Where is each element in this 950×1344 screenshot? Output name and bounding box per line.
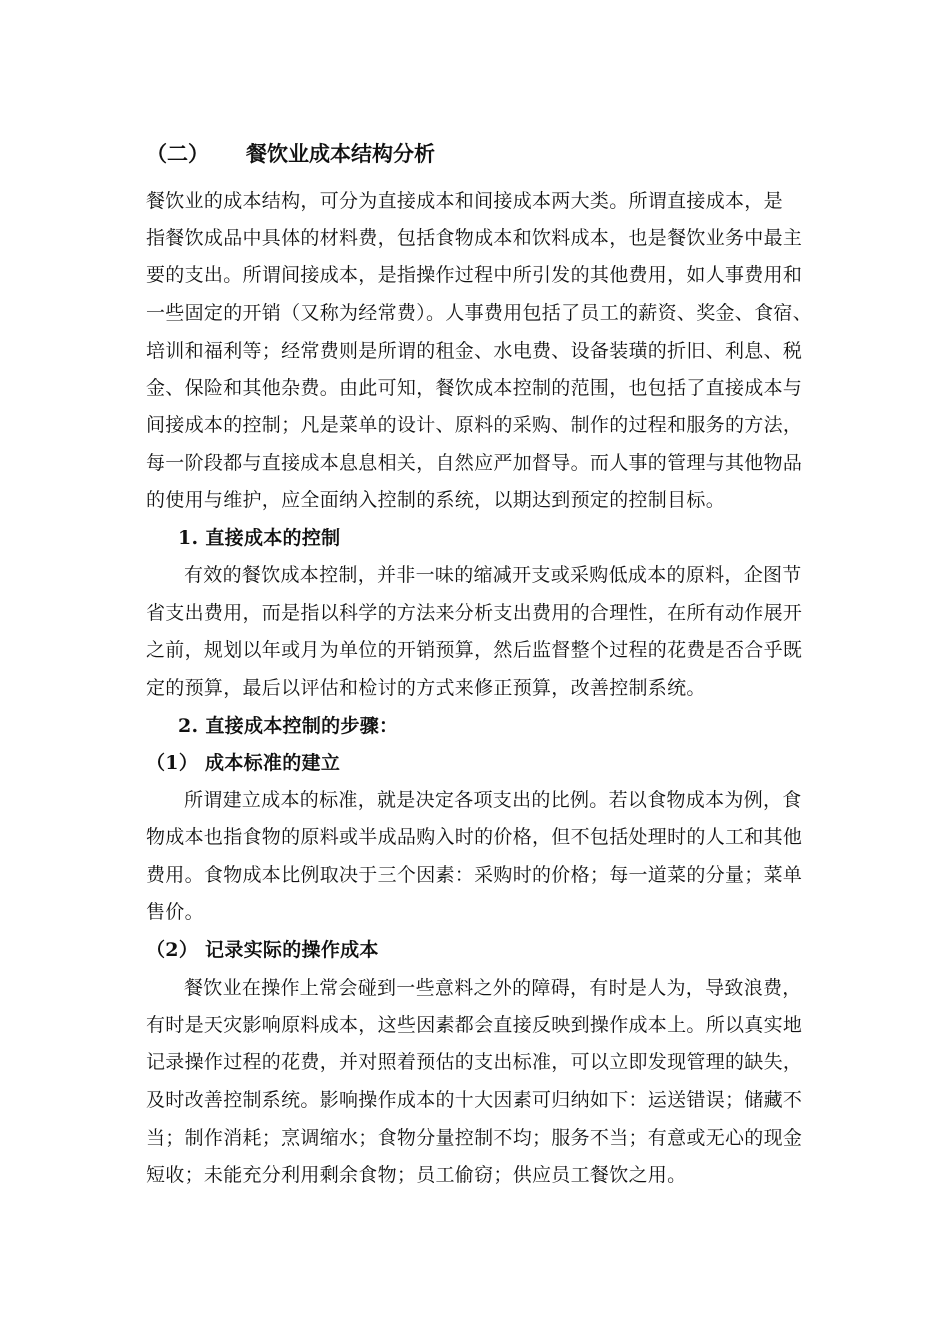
intro-line: 间接成本的控制；凡是菜单的设计、原料的采购、制作的过程和服务的方法，	[146, 414, 803, 436]
paragraph-line: 短收；未能充分利用剩余食物；员工偷窃；供应员工餐饮之用。	[146, 1164, 687, 1186]
paragraph-line: 物成本也指食物的原料或半成品购入时的价格，但不包括处理时的人工和其他	[146, 826, 803, 848]
intro-line: 餐饮业的成本结构，可分为直接成本和间接成本两大类。所谓直接成本，是	[146, 190, 783, 212]
intro-line: 的使用与维护，应全面纳入控制的系统，以期达到预定的控制目标。	[146, 489, 726, 511]
subheading-cost-standard: （1） 成本标准的建立	[146, 752, 341, 774]
paragraph-line: 之前，规划以年或月为单位的开销预算，然后监督整个过程的花费是否合乎既	[146, 639, 803, 661]
paragraph-line: 有时是天灾影响原料成本，这些因素都会直接反映到操作成本上。所以真实地	[146, 1014, 803, 1036]
paragraph-line: 当；制作消耗；烹调缩水；食物分量控制不均；服务不当；有意或无心的现金	[146, 1127, 803, 1149]
paragraph-line: 有效的餐饮成本控制，并非一味的缩减开支或采购低成本的原料，企图节	[184, 564, 802, 586]
paragraph-line: 所谓建立成本的标准，就是决定各项支出的比例。若以食物成本为例，食	[184, 789, 802, 811]
intro-line: 培训和福利等；经常费则是所谓的租金、水电费、设备装璜的折旧、利息、税	[146, 340, 803, 362]
intro-line: 一些固定的开销（又称为经常费）。人事费用包括了员工的薪资、奖金、食宿、	[146, 302, 813, 324]
subheading-control-steps: 2. 直接成本控制的步骤：	[178, 715, 399, 737]
paragraph-line: 费用。食物成本比例取决于三个因素：采购时的价格；每一道菜的分量；菜单	[146, 864, 803, 886]
intro-line: 要的支出。所谓间接成本，是指操作过程中所引发的其他费用，如人事费用和	[146, 264, 803, 286]
paragraph-line: 售价。	[146, 901, 204, 923]
section-title: 餐饮业成本结构分析	[246, 141, 435, 166]
paragraph-line: 定的预算，最后以评估和检讨的方式来修正预算，改善控制系统。	[146, 677, 706, 699]
paragraph-line: 记录操作过程的花费，并对照着预估的支出标准，可以立即发现管理的缺失，	[146, 1051, 803, 1073]
intro-line: 每一阶段都与直接成本息息相关，自然应严加督导。而人事的管理与其他物品	[146, 452, 803, 474]
subheading-record-operating-cost: （2） 记录实际的操作成本	[146, 939, 379, 961]
paragraph-line: 省支出费用，而是指以科学的方法来分析支出费用的合理性，在所有动作展开	[146, 602, 803, 624]
paragraph-line: 及时改善控制系统。影响操作成本的十大因素可归纳如下：运送错误；储藏不	[146, 1089, 803, 1111]
subheading-direct-cost-control: 1. 直接成本的控制	[178, 527, 341, 549]
paragraph-line: 餐饮业在操作上常会碰到一些意料之外的障碍，有时是人为，导致浪费，	[184, 977, 802, 999]
intro-line: 指餐饮成品中具体的材料费，包括食物成本和饮料成本，也是餐饮业务中最主	[146, 227, 803, 249]
intro-line: 金、保险和其他杂费。由此可知，餐饮成本控制的范围，也包括了直接成本与	[146, 377, 803, 399]
section-heading	[146, 138, 435, 168]
section-number: （二）	[146, 141, 209, 166]
